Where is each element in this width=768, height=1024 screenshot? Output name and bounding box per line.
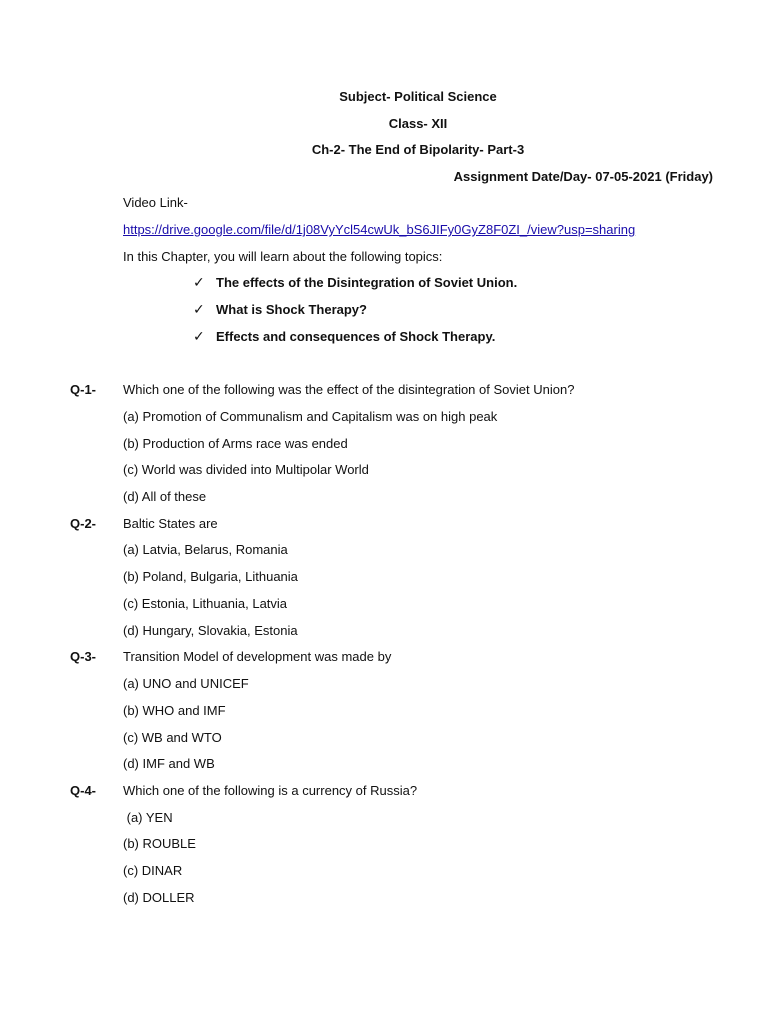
topic-item: The effects of the Disintegration of Soviet Union. <box>216 275 518 290</box>
option: (c) Estonia, Lithuania, Latvia <box>123 596 288 611</box>
question-number: Q-4- <box>70 783 96 798</box>
subject-heading: Subject- Political Science <box>339 89 497 104</box>
question-number: Q-2- <box>70 516 96 531</box>
option: (b) Production of Arms race was ended <box>123 436 348 451</box>
video-link-label: Video Link- <box>123 195 188 210</box>
question-number: Q-1- <box>70 382 96 397</box>
option: (a) Latvia, Belarus, Romania <box>123 542 288 557</box>
question-text: Which one of the following is a currency of Russia? <box>123 783 418 798</box>
option: (d) IMF and WB <box>123 756 215 771</box>
assignment-date: Assignment Date/Day- 07-05-2021 (Friday) <box>453 169 713 184</box>
option: (b) Poland, Bulgaria, Lithuania <box>123 569 298 584</box>
option: (c) World was divided into Multipolar World <box>123 462 369 477</box>
topic-item: Effects and consequences of Shock Therapy. <box>216 329 496 344</box>
option: (b) WHO and IMF <box>123 703 226 718</box>
option: (c) DINAR <box>123 863 183 878</box>
checkmark-icon: ✓ <box>193 328 205 344</box>
option: (a) UNO and UNICEF <box>123 676 249 691</box>
option: (a) Promotion of Communalism and Capitalism was on high peak <box>123 409 498 424</box>
topic-item: What is Shock Therapy? <box>216 302 367 317</box>
question-number: Q-3- <box>70 649 96 664</box>
checkmark-icon: ✓ <box>193 301 205 317</box>
question-text: Which one of the following was the effect of the disintegration of Soviet Union? <box>123 382 575 397</box>
option: (a) YEN <box>123 810 173 825</box>
checkmark-icon: ✓ <box>193 274 205 290</box>
option: (d) Hungary, Slovakia, Estonia <box>123 623 298 638</box>
chapter-heading: Ch-2- The End of Bipolarity- Part-3 <box>311 142 525 157</box>
question-text: Baltic States are <box>123 516 218 531</box>
intro-text: In this Chapter, you will learn about the following topics: <box>123 249 443 264</box>
option: (d) All of these <box>123 489 207 504</box>
video-link-url[interactable]: https://drive.google.com/file/d/1j08VyYcl54cwUk_bS6JIFy0GyZ8F0ZI_/view?usp=sharing <box>123 222 636 237</box>
option: (c) WB and WTO <box>123 730 222 745</box>
option: (d) DOLLER <box>123 890 195 905</box>
question-text: Transition Model of development was made by <box>123 649 392 664</box>
option: (b) ROUBLE <box>123 836 196 851</box>
class-heading: Class- XII <box>388 116 448 131</box>
